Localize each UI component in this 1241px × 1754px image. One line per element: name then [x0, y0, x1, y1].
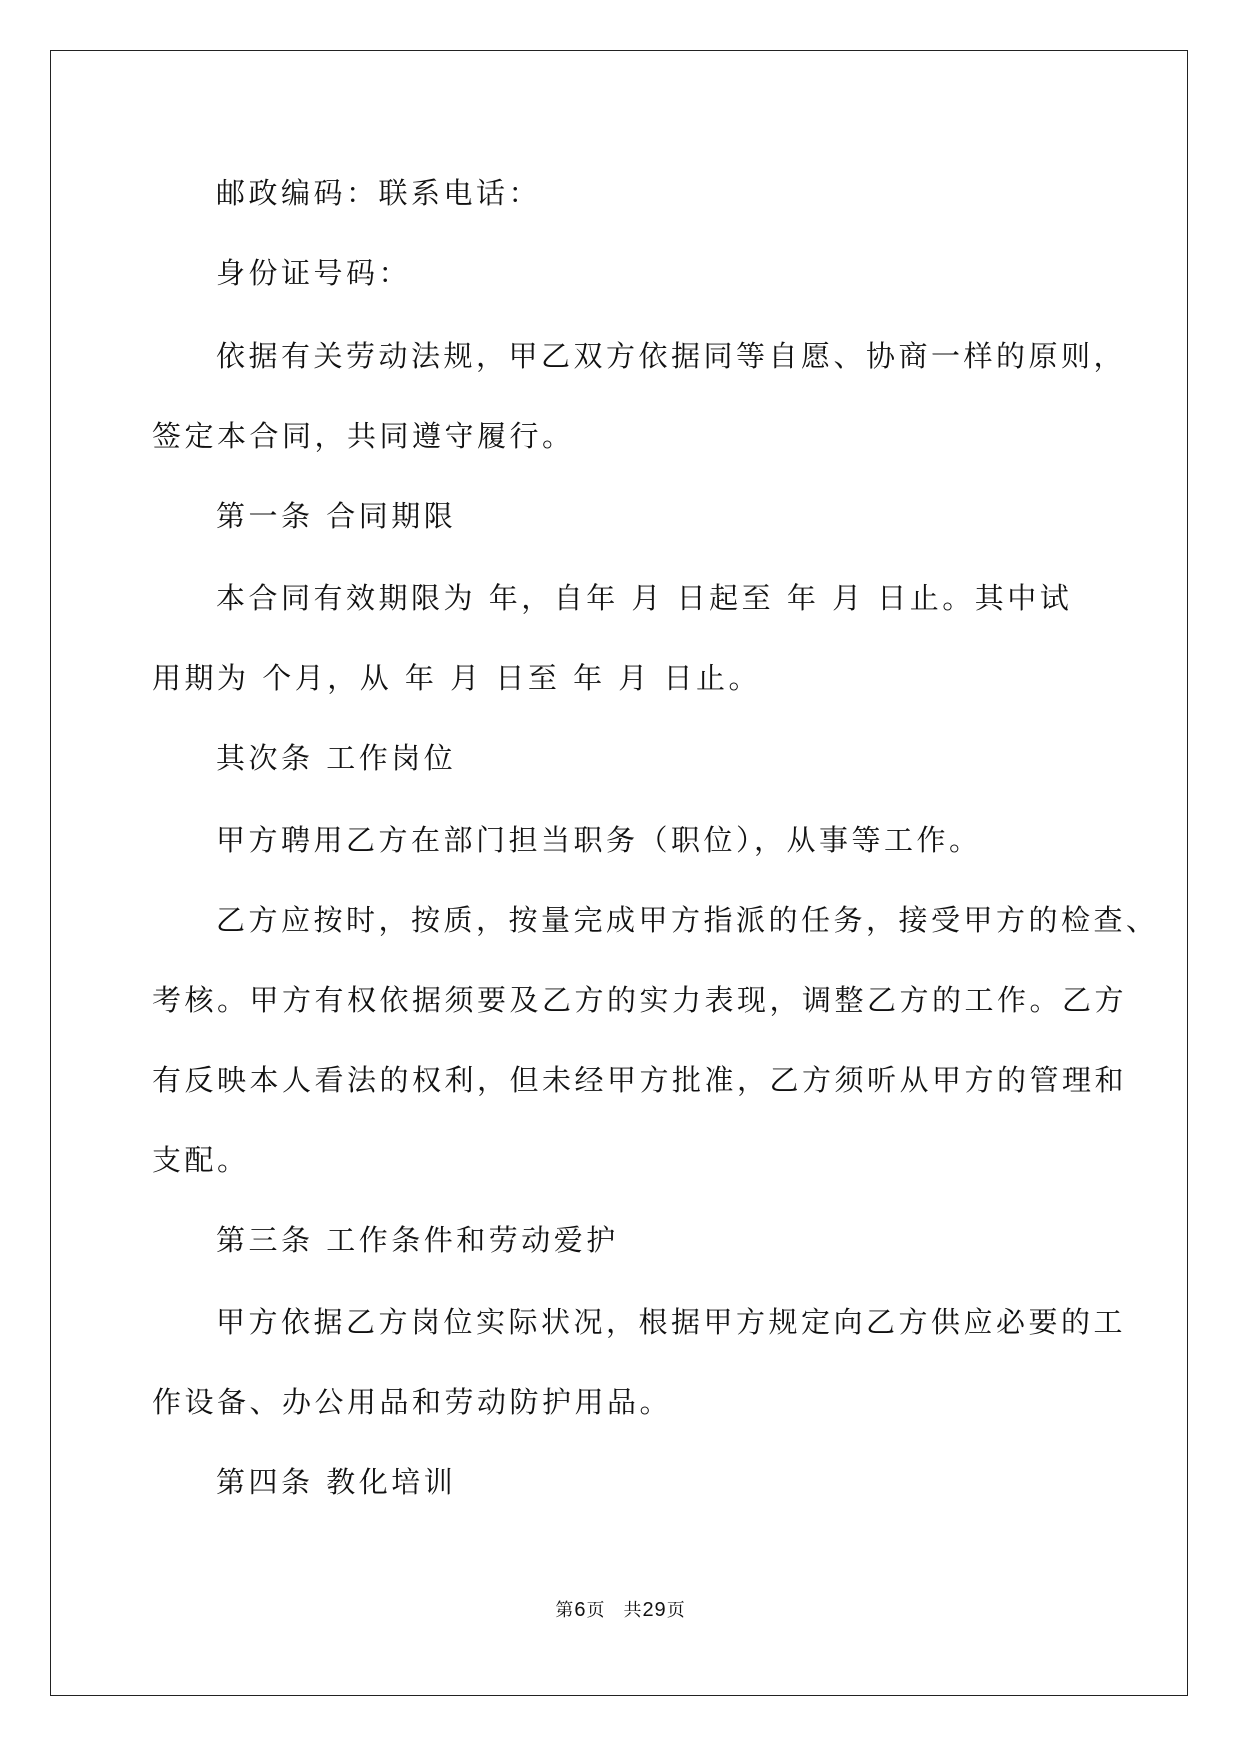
text-line: 有反映本人看法的权利，但未经甲方批准，乙方须听从甲方的管理和 — [152, 1063, 1128, 1097]
text-line: 身份证号码： — [216, 256, 412, 290]
text-line: 支配。 — [152, 1143, 250, 1177]
text-line: 本合同有效期限为 年，自年 月 日起至 年 月 日止。其中试 — [216, 581, 1073, 615]
text-line: 作设备、办公用品和劳动防护用品。 — [152, 1385, 673, 1419]
text-line: 邮政编码：联系电话： — [216, 176, 542, 210]
total-suffix: 页 — [666, 1600, 686, 1621]
text-line: 甲方聘用乙方在部门担当职务（职位），从事等工作。 — [216, 823, 982, 857]
text-line: 签定本合同，共同遵守履行。 — [152, 419, 575, 453]
page-number: 6 — [574, 1599, 587, 1621]
section-heading: 第四条 教化培训 — [216, 1465, 457, 1499]
text-line: 依据有关劳动法规，甲乙双方依据同等自愿、协商一样的原则， — [216, 339, 1127, 373]
text-line: 乙方应按时，按质，按量完成甲方指派的任务，接受甲方的检查、 — [216, 903, 1159, 937]
section-heading: 第一条 合同期限 — [216, 499, 457, 533]
text-line: 甲方依据乙方岗位实际状况，根据甲方规定向乙方供应必要的工 — [216, 1305, 1127, 1339]
page-prefix: 第 — [555, 1600, 575, 1621]
page-border — [50, 50, 1188, 1696]
total-prefix: 共 — [623, 1600, 643, 1621]
text-line: 考核。甲方有权依据须要及乙方的实力表现，调整乙方的工作。乙方 — [152, 983, 1128, 1017]
section-heading: 其次条 工作岗位 — [216, 741, 457, 775]
text-line: 用期为 个月，从 年 月 日至 年 月 日止。 — [152, 661, 762, 695]
page-suffix: 页 — [586, 1600, 606, 1621]
page-footer — [0, 1598, 1241, 1623]
section-heading: 第三条 工作条件和劳动爱护 — [216, 1223, 619, 1257]
total-pages: 29 — [642, 1599, 667, 1621]
